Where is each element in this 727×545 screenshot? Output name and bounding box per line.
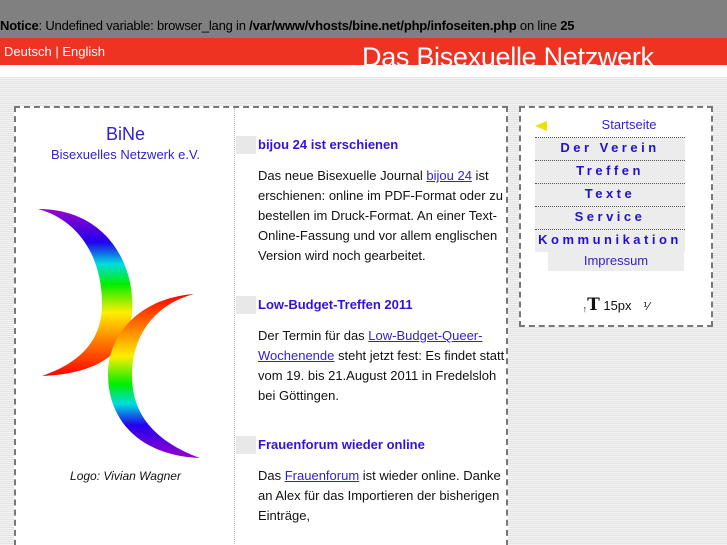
nav-item-kommunikation[interactable]: Kommunikation <box>535 229 685 252</box>
lang-deutsch-link[interactable]: Deutsch <box>4 44 52 59</box>
logo-credit: Logo: Vivian Wagner <box>70 469 181 483</box>
nav-item-texte[interactable]: Texte <box>535 183 685 206</box>
font-size-control <box>521 295 711 315</box>
news-body <box>258 326 508 406</box>
news-text: steht jetzt fest: Es findet statt vom 19. bis 21.August 2011 in Fredelsloh bei Göttingen. <box>258 348 505 403</box>
php-notice-text <box>0 18 574 33</box>
lang-separator: | <box>51 44 63 59</box>
rainbow-crescents-logo-icon <box>36 194 204 464</box>
notice-line: 25 <box>560 18 575 33</box>
font-size-value: 15px <box>603 298 632 313</box>
news-title: Low-Budget-Treffen 2011 <box>258 297 413 312</box>
nav-impressum-link[interactable]: Impressum <box>548 251 684 271</box>
news-link-bijou[interactable]: bijou 24 <box>426 168 472 183</box>
arrow-up-icon: ↑ <box>582 304 588 314</box>
nav-item-der-verein[interactable]: Der Verein <box>535 137 685 160</box>
news-text: ist erschienen: online im PDF-Format oder zu bestellen im Druck-Format. An einer Text-Online-Fassung und vor allem englischen Version wird noch gearbeitet. <box>258 168 503 263</box>
nav-home <box>535 117 685 135</box>
notice-label: Notice <box>0 18 39 33</box>
lang-english-link[interactable]: English <box>62 44 105 59</box>
notice-message-mid: on line <box>516 18 561 33</box>
news-body <box>258 166 508 266</box>
news-body <box>258 466 508 526</box>
main-content-box <box>14 106 508 545</box>
notice-message: : Undefined variable: browser_lang in <box>38 18 250 33</box>
news-text: ist wieder online. Danke an Alex für das Importieren der bisherigen Einträge, <box>258 468 501 523</box>
nav-startseite-link[interactable]: Startseite <box>601 117 657 132</box>
notice-path: /var/www/vhosts/bine.net/php/infoseiten.php <box>249 18 517 33</box>
org-full-name: Bisexuelles Netzwerk e.V. <box>50 147 201 162</box>
news-text: Das neue Bisexuelle Journal <box>258 168 427 183</box>
site-title: Das Bisexuelle Netzwerk <box>362 42 654 72</box>
text-size-icon: T <box>587 295 600 315</box>
font-decrease-icon[interactable]: ⅟ <box>643 301 650 313</box>
news-link-low-budget[interactable]: Low-Budget-Queer-Wochenende <box>258 328 483 363</box>
font-increase-icon[interactable] <box>582 295 600 315</box>
arrow-left-icon <box>535 121 547 131</box>
news-text: Das <box>258 468 285 483</box>
nav-item-treffen[interactable]: Treffen <box>535 160 685 183</box>
language-switcher <box>4 44 105 59</box>
news-marker <box>236 296 256 314</box>
navigation-box <box>519 106 713 327</box>
nav-item-service[interactable]: Service <box>535 206 685 229</box>
news-link-frauenforum[interactable]: Frauenforum <box>284 468 360 483</box>
news-title: bijou 24 ist erschienen <box>258 137 399 152</box>
org-column <box>16 108 235 545</box>
org-name: BiNe <box>105 124 145 144</box>
news-text: Der Termin für das <box>258 328 369 343</box>
php-notice-bar <box>0 0 727 38</box>
nav-menu <box>535 137 685 252</box>
news-title: Frauenforum wieder online <box>258 437 425 452</box>
news-marker <box>236 436 256 454</box>
news-column <box>236 108 508 545</box>
news-marker <box>236 136 256 154</box>
